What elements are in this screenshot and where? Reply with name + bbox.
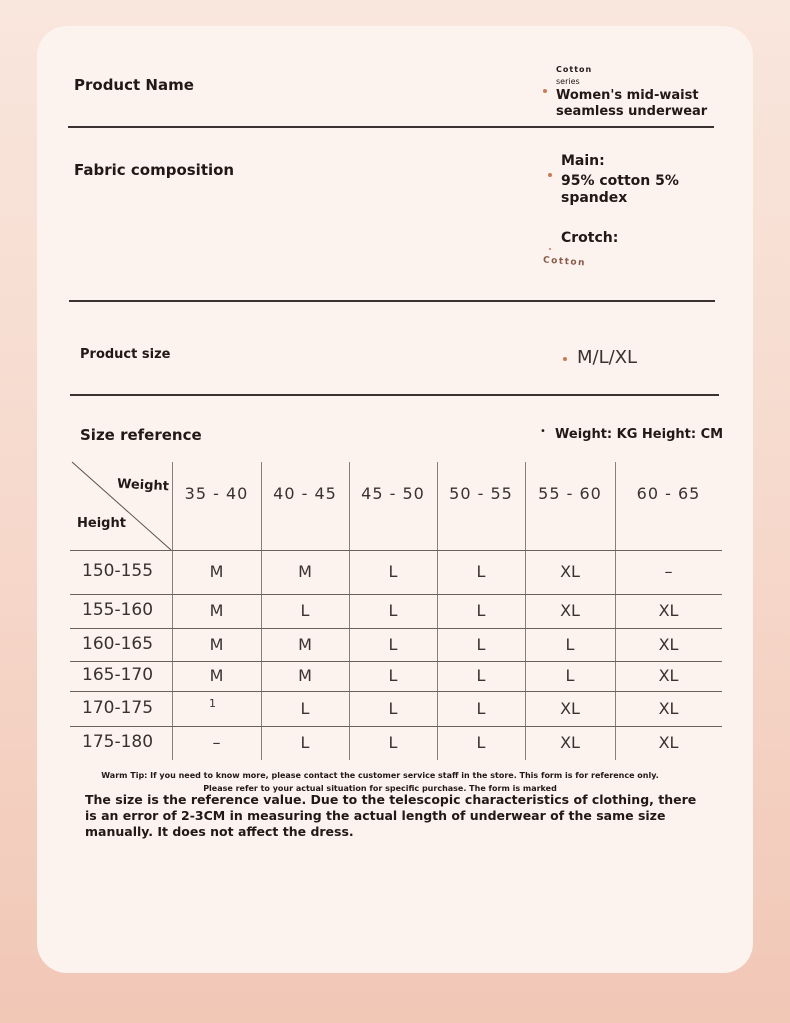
weight-column-header: 45 - 50 — [361, 484, 425, 503]
table-row-divider — [70, 661, 722, 662]
size-cell: L — [476, 634, 486, 654]
series-bottom-text: series — [556, 77, 580, 86]
product-size-value: M/L/XL — [577, 347, 638, 368]
size-cell: L — [476, 698, 486, 718]
fabric-label: Fabric composition — [74, 161, 235, 179]
size-cell: L — [476, 733, 486, 752]
weight-column-header: 50 - 55 — [449, 484, 513, 503]
size-cell: L — [300, 601, 310, 620]
size-cell: XL — [658, 698, 679, 718]
disclaimer-text: The size is the reference value. Due to the telescopic characteristics of clothing, there is an error of 2-3CM in measuring the actual length of underwear of the same size manually. It does not affect the dress. — [85, 792, 697, 839]
size-cell: XL — [560, 733, 580, 752]
table-row-divider — [70, 594, 722, 595]
weight-column-header: 35 - 40 — [184, 484, 249, 503]
size-cell: M — [209, 666, 224, 685]
size-cell: M — [298, 634, 312, 654]
size-cell: XL — [658, 601, 679, 620]
height-row-label: 170-175 — [82, 697, 154, 718]
size-cell: XL — [658, 733, 679, 752]
size-cell: M — [209, 562, 224, 581]
size-cell: L — [565, 666, 575, 685]
size-cell: XL — [658, 634, 679, 654]
table-row-divider — [70, 550, 722, 551]
height-row-label: 160-165 — [82, 633, 154, 654]
weight-column-header: 40 - 45 — [273, 484, 337, 503]
size-cell: L — [300, 698, 310, 718]
warm-tip-line1: Warm Tip: If you need to know more, please contact the customer service staff in the store. This form is for reference only. — [101, 771, 659, 780]
size-cell: L — [476, 666, 486, 685]
table-row-divider — [70, 628, 722, 629]
fabric-main-line1: 95% cotton 5% — [561, 173, 679, 189]
size-cell: L — [300, 733, 310, 752]
size-cell: 1 — [209, 696, 216, 710]
size-cell: L — [476, 562, 486, 581]
size-cell: XL — [560, 601, 580, 620]
size-cell: L — [388, 634, 398, 654]
size-cell: L — [565, 634, 575, 654]
bullet-icon: • — [540, 426, 546, 437]
height-row-label: 175-180 — [82, 732, 154, 752]
size-cell: M — [298, 666, 312, 685]
product-size-label: Product size — [80, 347, 171, 362]
size-cell: M — [209, 634, 224, 654]
size-cell: L — [388, 562, 398, 581]
product-name-label: Product Name — [74, 76, 194, 94]
fabric-main-label: Main: — [561, 153, 605, 169]
size-cell: L — [388, 698, 398, 718]
size-reference-label: Size reference — [80, 426, 202, 444]
height-row-label: 150-155 — [82, 561, 154, 581]
height-row-label: 165-170 — [82, 665, 154, 685]
size-cell: XL — [560, 698, 580, 718]
corner-height-label: Height — [77, 516, 126, 531]
fabric-main-line2: spandex — [561, 190, 628, 206]
product-name-value-line2: seamless underwear — [556, 104, 708, 119]
weight-column-header: 60 - 65 — [636, 484, 701, 503]
size-cell: XL — [560, 562, 580, 581]
table-row-divider — [70, 726, 722, 727]
height-row-label: 155-160 — [82, 600, 154, 620]
size-cell: L — [388, 601, 398, 620]
corner-weight-label: Weight — [116, 476, 170, 495]
table-row-divider — [70, 691, 722, 692]
size-cell: L — [476, 601, 486, 620]
units-note: Weight: KG Height: CM — [555, 427, 724, 442]
size-cell: M — [298, 562, 312, 581]
series-top-text: Cotton — [556, 65, 593, 74]
weight-column-header: 55 - 60 — [538, 484, 602, 503]
fabric-crotch-label: Crotch: — [561, 230, 619, 246]
size-cell: L — [388, 666, 398, 685]
size-cell: L — [388, 733, 398, 752]
fabric-crotch-value: Cotton — [542, 255, 587, 269]
size-cell: – — [212, 733, 221, 752]
size-cell: M — [209, 601, 224, 620]
size-cell: – — [664, 562, 673, 581]
size-cell: XL — [658, 666, 679, 685]
product-name-value-line1: Women's mid-waist — [556, 88, 699, 103]
warm-tip-line2: Please refer to your actual situation for specific purchase. The form is marked — [203, 784, 557, 793]
